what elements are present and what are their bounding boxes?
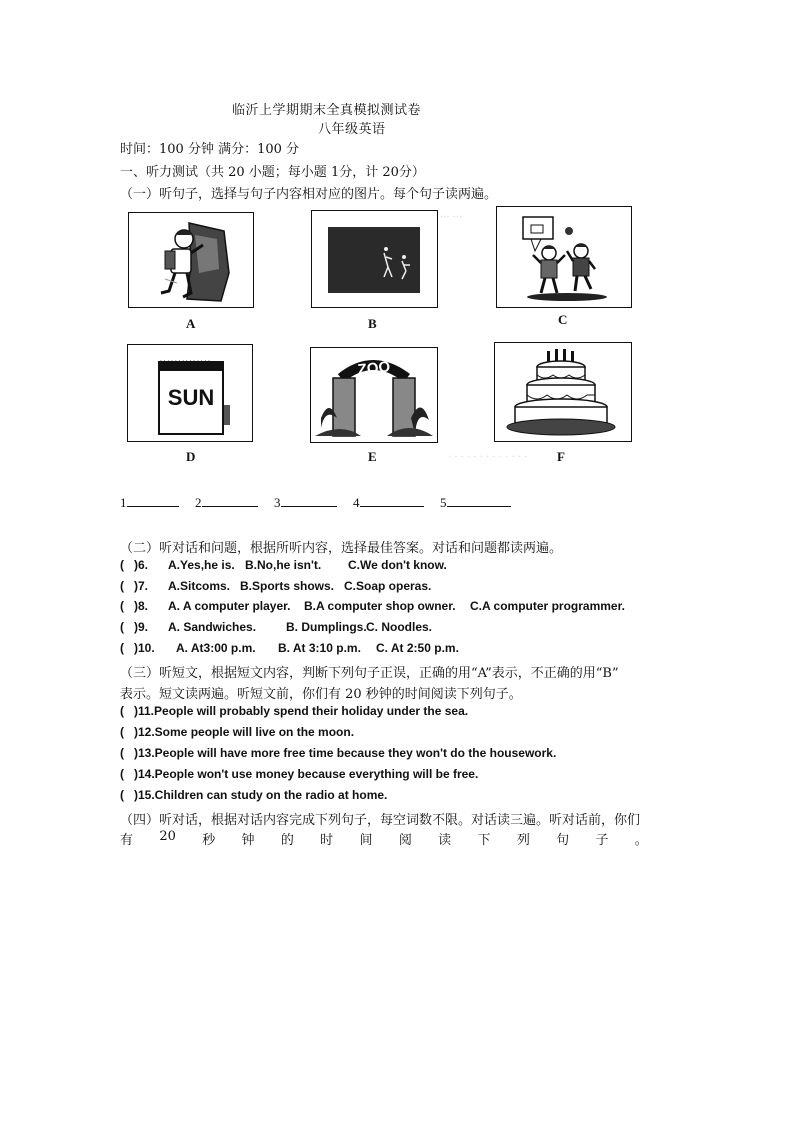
part4-instruction-line2: 有 20 秒 钟 的 时 间 阅 读 下 列 句 子 。 [120, 829, 648, 848]
question-10: ( )10. A. At3:00 p.m. B. At 3:10 p.m. C. At 2:50 p.m. [120, 641, 459, 655]
part4-instruction-line1: （四）听对话，根据对话内容完成下列句子，每空词数不限。对话读三遍。听对话前，你们 [120, 813, 641, 828]
climbing-boy-icon [129, 213, 252, 306]
answer-blank-5[interactable] [447, 494, 511, 507]
option-c[interactable]: C. At 2:50 p.m. [376, 641, 459, 655]
answer-paren[interactable]: ( [120, 579, 134, 593]
answer-blank-3[interactable] [281, 494, 337, 507]
question-9: ( )9. A. Sandwiches. B. Dumplings. C. Noodles. [120, 620, 433, 634]
page-title: 临沂上学期期末全真模拟测试卷 [232, 103, 422, 118]
option-b[interactable]: B.Sports shows. [240, 579, 335, 593]
part3-instruction-line1: （三）听短文，根据短文内容，判断下列句子正误，正确的用“A”表示，不正确的用“B” [120, 666, 619, 681]
statement-11: ( )11.People will probably spend their holiday under the sea. [120, 704, 469, 718]
picture-a [128, 212, 254, 308]
birthday-cake-icon [495, 343, 630, 440]
basketball-kids-icon [497, 207, 630, 306]
answer-paren[interactable]: ( [120, 620, 134, 634]
picture-b [311, 210, 438, 308]
answer-paren[interactable]: ( [120, 599, 134, 613]
option-a[interactable]: A. At3:00 p.m. [176, 641, 256, 655]
answer-blank-4[interactable] [360, 494, 424, 507]
picture-e-label: E [368, 449, 377, 464]
option-b[interactable]: B. At 3:10 p.m. [278, 641, 361, 655]
option-a[interactable]: A.Sitcoms. [168, 579, 231, 593]
picture-e [310, 347, 438, 443]
picture-c [496, 206, 632, 308]
answer-blank-2[interactable] [202, 494, 258, 507]
statement-15: ( )15.Children can study on the radio at home. [120, 788, 388, 802]
option-b[interactable]: B. Dumplings. [286, 620, 367, 634]
bleed-through-text: ··· ··· [440, 212, 463, 223]
calendar-sun-icon: ᴗᴗᴗᴗᴗᴗᴗ SUN [158, 361, 224, 435]
option-a[interactable]: A.Yes,he is. [168, 558, 235, 572]
option-c[interactable]: C.A computer programmer. [470, 599, 625, 613]
option-b[interactable]: B.No,he isn't. [245, 558, 322, 572]
picture-f [494, 342, 632, 442]
night-tv-screen-icon [328, 227, 420, 293]
option-a[interactable]: A. Sandwiches. [168, 620, 257, 634]
part1-instruction: （一）听句子，选择与句子内容相对应的图片。每个句子读两遍。 [120, 187, 498, 202]
part2-instruction: （二）听对话和问题，根据所听内容，选择最佳答案。对话和问题都读两遍。 [120, 541, 563, 556]
picture-d-label: D [186, 449, 196, 464]
time-info: 时间：100 分钟 满分：100 分 [120, 142, 300, 157]
picture-f-label: F [557, 449, 565, 464]
question-6: ( )6. A.Yes,he is. B.No,he isn't. C.We don't know. [120, 558, 447, 572]
picture-d [127, 344, 253, 442]
answer-blanks-row: 1 2 3 4 5 [120, 494, 511, 511]
picture-c-label: C [558, 312, 568, 327]
part3-instruction-line2: 表示。短文读两遍。听短文前，你们有 20 秒钟的时间阅读下列句子。 [120, 687, 522, 702]
option-c[interactable]: C.We don't know. [348, 558, 447, 572]
statement-13: ( )13.People will have more free time because they won't do the housework. [120, 746, 557, 760]
section-heading: 一、听力测试（共 20 小题；每小题 1分，计 20分） [120, 165, 425, 180]
answer-paren[interactable]: ( [120, 746, 134, 760]
statement-12: ( )12.Some people will live on the moon. [120, 725, 355, 739]
answer-paren[interactable]: ( [120, 704, 134, 718]
question-7: ( )7. A.Sitcoms. B.Sports shows. C.Soap operas. [120, 579, 432, 593]
page-subtitle: 八年级英语 [318, 122, 386, 137]
answer-paren[interactable]: ( [120, 725, 134, 739]
answer-paren[interactable]: ( [120, 641, 134, 655]
bleed-through-text-2: · · · · · · · · · · · · · [448, 452, 528, 463]
question-8: ( )8. A. A computer player. B.A computer shop owner. C.A computer programmer. [120, 599, 625, 613]
option-c[interactable]: C. Noodles. [366, 620, 433, 634]
option-b[interactable]: B.A computer shop owner. [304, 599, 456, 613]
answer-paren[interactable]: ( [120, 767, 134, 781]
answer-paren[interactable]: ( [120, 558, 134, 572]
option-c[interactable]: C.Soap operas. [344, 579, 432, 593]
option-a[interactable]: A. A computer player. [168, 599, 291, 613]
answer-paren[interactable]: ( [120, 788, 134, 802]
picture-a-label: A [186, 316, 196, 331]
answer-blank-1[interactable] [127, 494, 179, 507]
statement-14: ( )14.People won't use money because everything will be free. [120, 767, 479, 781]
zoo-sign-text: ZOO [356, 358, 392, 379]
picture-b-label: B [368, 316, 377, 331]
